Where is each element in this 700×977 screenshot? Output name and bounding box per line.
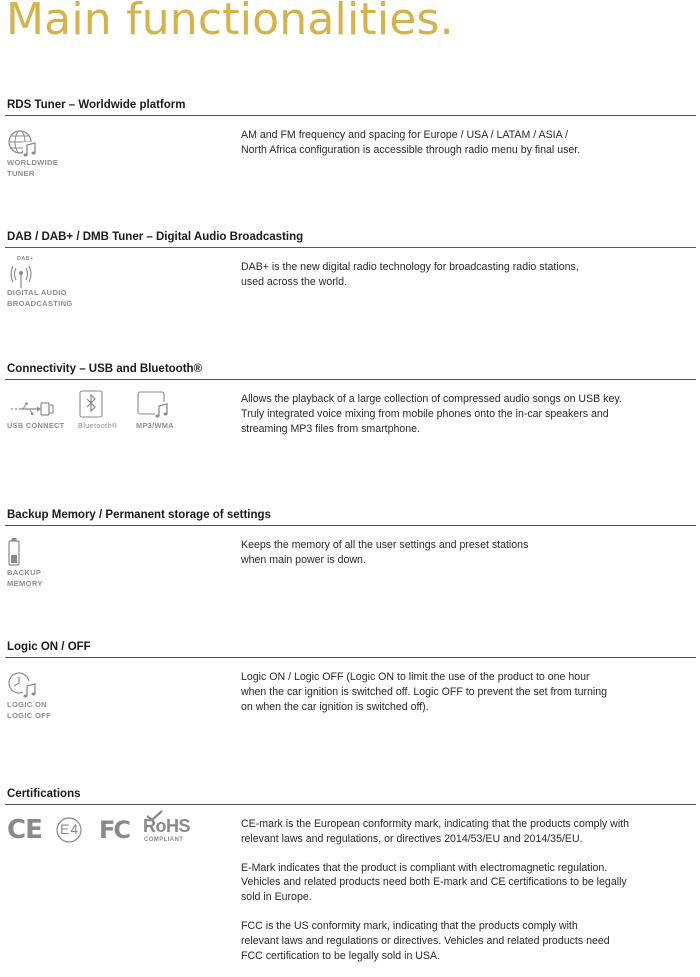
mp3-wma-icon <box>136 390 174 420</box>
section-description <box>241 392 691 436</box>
certification-ce-paragraph <box>241 817 691 847</box>
icon-label-line: BROADCASTING <box>7 298 73 308</box>
section-heading: RDS Tuner – Worldwide platform <box>7 99 186 111</box>
section-divider <box>5 247 696 248</box>
e4-mark-text: E4 <box>60 821 80 837</box>
description-line: when the car ignition is switched off. Logic OFF to prevent the set from turning <box>241 685 608 698</box>
description-line: CE-mark is the European conformity mark, indicating that the products comply with <box>241 818 630 830</box>
description-line: relevant laws and regulations, or directives 2014/53/EU and 2014/35/EU. <box>241 832 583 845</box>
description-line: relevant laws and regulations or directives. Vehicles and related products need <box>241 934 610 947</box>
worldwide-tuner-badge <box>7 128 58 179</box>
description-line: FCC is the US conformity mark, indicating that the products comply with <box>241 919 578 932</box>
section-heading: Logic ON / OFF <box>7 641 91 653</box>
section-divider <box>5 657 696 658</box>
description-line: Keeps the memory of all the user settings and preset stations <box>241 539 529 551</box>
section-heading: DAB / DAB+ / DMB Tuner – Digital Audio Broadcasting <box>7 231 304 243</box>
section-divider <box>5 525 696 526</box>
mp3-wma-label: MP3/WMA <box>136 421 174 430</box>
icon-label-line: WORLDWIDE <box>7 158 59 167</box>
description-line: on when the car ignition is switched off). <box>241 700 429 713</box>
description-line: sold in Europe. <box>241 891 312 904</box>
description-line: North Africa configuration is accessible through radio menu by final user. <box>241 143 581 156</box>
bluetooth-badge <box>78 390 118 430</box>
section-divider <box>5 115 696 116</box>
icon-label-line: LOGIC OFF <box>7 710 52 720</box>
bluetooth-icon <box>78 390 118 420</box>
globe-music-icon <box>7 128 58 158</box>
description-line: Truly integrated voice mixing from mobile phones onto the in-car speakers and <box>241 407 609 420</box>
description-line: when main power is down. <box>241 553 366 566</box>
mp3-wma-badge <box>136 390 174 430</box>
icon-label-line: TUNER <box>7 168 35 178</box>
description-line: Logic ON / Logic OFF (Logic ON to limit the use of the product to one hour <box>241 671 590 683</box>
description-line: streaming MP3 files from smartphone. <box>241 422 420 435</box>
fcc-mark-icon: FC <box>99 816 130 844</box>
section-heading: Backup Memory / Permanent storage of settings <box>7 509 271 521</box>
dab-plus-badge: DAB+ <box>17 256 34 262</box>
rohs-compliant-text: COMPLIANT <box>144 837 184 843</box>
clock-music-icon <box>7 670 51 700</box>
section-heading: Certifications <box>7 788 81 800</box>
logic-badge <box>7 670 51 721</box>
rohs-mark-icon <box>143 810 193 846</box>
section-description <box>241 670 691 714</box>
usb-badge <box>7 390 67 430</box>
rohs-mark <box>143 810 193 846</box>
digital-audio-badge <box>7 258 73 309</box>
certification-fcc-paragraph <box>241 919 691 963</box>
ce-mark-icon: CE <box>7 815 42 845</box>
e4-mark <box>54 816 88 844</box>
description-line: Vehicles and related products need both E-mark and CE certifications to be legally <box>241 876 627 889</box>
description-line: AM and FM frequency and spacing for Europe / USA / LATAM / ASIA / <box>241 129 568 141</box>
section-description <box>241 128 691 158</box>
backup-memory-badge <box>7 537 43 589</box>
icon-label-line: BACKUP <box>7 568 42 577</box>
battery-icon <box>7 537 43 567</box>
dab-antenna-icon <box>7 258 47 290</box>
icon-label-line: DIGITAL AUDIO <box>7 288 67 297</box>
bluetooth-label: Bluetooth® <box>78 421 118 430</box>
section-description <box>241 260 691 290</box>
description-line: Allows the playback of a large collection of compressed audio songs on USB key. <box>241 393 622 405</box>
e4-mark-icon <box>54 816 88 844</box>
usb-label: USB CONNECT <box>7 421 65 430</box>
description-line: used across the world. <box>241 275 347 288</box>
icon-label-line: LOGIC ON <box>7 700 47 709</box>
description-line: DAB+ is the new digital radio technology for broadcasting radio stations, <box>241 261 579 273</box>
description-line: FCC certification to be legally sold in USA. <box>241 949 441 962</box>
section-heading: Connectivity – USB and Bluetooth® <box>7 363 203 375</box>
description-line: E-Mark indicates that the product is compliant with electromagnetic regulation. <box>241 861 608 874</box>
icon-label-line: MEMORY <box>7 578 43 588</box>
page-title: Main functionalities. <box>6 0 454 45</box>
rohs-text: RoHS <box>143 816 190 836</box>
section-description <box>241 538 691 568</box>
ce-mark <box>7 815 42 845</box>
fcc-mark <box>99 815 129 845</box>
section-divider <box>5 804 696 805</box>
usb-icon <box>7 390 67 420</box>
section-divider <box>5 379 696 380</box>
section-description <box>241 817 691 977</box>
certification-emark-paragraph <box>241 861 691 905</box>
